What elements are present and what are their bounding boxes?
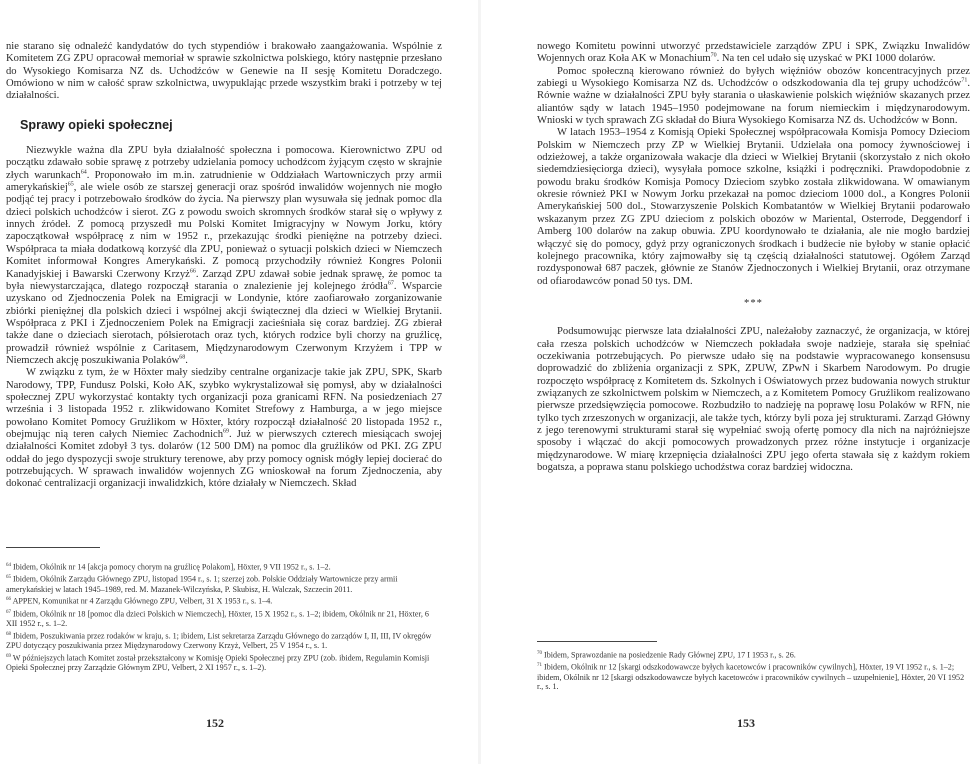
- section-break-asterisks: ***: [744, 297, 763, 309]
- footnote: $^{64}$ Ibidem, Okólnik nr 14 [akcja pomocy chorym na gruźlicę Polakom], Höxter, 9 VII 1952 r., s. 1–2.: [6, 562, 331, 572]
- footnote-separator: [6, 547, 100, 548]
- section-heading: Sprawy opieki społecznej: [20, 117, 173, 132]
- footnote: $^{71}$ Ibidem, Okólnik nr 12 [skargi odszkodowawcze byłych kacetowców i pracowników cywilnych], Höxter, 19 VI 1952 r., s. 1–2; ibidem, Okólnik nr 12 [skargi odszkodowawcze byłych kacetowców i pracowników cywilnych – uzupełnienie], Höxter, 20 VI 1952 r., s. 1.: [537, 663, 965, 692]
- footnote: $^{66}$ APPEN, Komunikat nr 4 Zarządu Głównego ZPU, Velbert, 31 X 1953 r., s. 1–4.: [6, 597, 273, 607]
- footnote-ref-67: 67: [387, 280, 394, 287]
- footnote-ref-68: 68: [179, 354, 186, 361]
- footnote: $^{70}$ Ibidem, Sprawozdanie na posiedzenie Rady Głównej ZPU, 17 I 1953 r., s. 26.: [537, 650, 796, 660]
- left-footnotes: [6, 561, 442, 674]
- footnote: $^{69}$ W późniejszych latach Komitet został przekształcony w Komisję Opieki Społecznej przy ZPU (zob. ibidem, Regulamin Komisji Opieki Społecznej przy Zarządzie Głównym ZPU, Velbert, 2 XI 1957 r., s. 1–2).: [6, 653, 430, 673]
- footnote-ref-71: 71: [961, 77, 968, 84]
- right-footnotes: [537, 649, 970, 693]
- right-page: [481, 0, 970, 764]
- page-number: 153: [737, 716, 755, 730]
- footnote-separator: [537, 641, 657, 642]
- footnote: $^{68}$ Ibidem, Poszukiwania przez rodaków w kraju, s. 1; ibidem, List sekretarza Zarządu Głównego do zarządów I, II, III, IV okręgów ZPU dotyczący poszukiwania przez Międzynarodowy Czerwony Krzyż, Velbert, 25 V 1954 r., s. 1.: [6, 631, 432, 651]
- right-text-column: [537, 41, 970, 474]
- footnote-ref-66: 66: [189, 267, 196, 274]
- footnote-ref-65: 65: [67, 181, 74, 188]
- left-page: [0, 0, 479, 764]
- page-number: 152: [206, 716, 224, 730]
- left-text-column: [6, 41, 442, 491]
- footnote: $^{67}$ Ibidem, Okólnik nr 18 [pomoc dla dzieci Polskich w Niemczech], Höxter, 15 X 1952 r., s. 1–2; ibidem, Okólnik nr 21, Höxter, 6 XII 1952 r., s. 1–2.: [6, 609, 429, 629]
- footnote: $^{65}$ Ibidem, Okólnik Zarządu Głównego ZPU, listopad 1954 r., s. 1; szerzej zob. Polskie Oddziały Wartownicze przy armii amerykańskiej w latach 1945–1989, red. M. Mazanek-Wilczyńska, P. Skubisz, H. Walczak, Szczecin 2011.: [6, 575, 398, 594]
- left-paragraph-2: Niezwykle ważna dla ZPU była działalność społeczna i pomocowa. Kierownictwo ZPU od początku zdawało sobie sprawę z potrzeby udzielania pomocy uchodźcom żyjącym często w skrajnie złych warunkach$^{64}$. Proponowało im m.in. zatrudnienie w Oddziałach Wartowniczych przy armii amerykańskiej$^{65}$, ale wiele osób ze starszej generacji oraz spośród inwalidów wojennych nie mogło podjąć tej pracy i potrzebowało środków do życia. Na pierwszy plan wysuwała się jednak pomoc dla dzieci polskich uchodźców i sierot. ZG z powodu swoich skromnych środków starał się o wpływy z innych źródeł. Z pomocą przyszedł mu Polski Komitet Imigracyjny w Nowym Jorku, który zapoczątkował współpracę z nim w 1952 r., przekazując środki pieniężne na potrzeby dzieci. Współpraca ta miała dodatkową korzyść dla ZPU, ponieważ o sytuacji polskich dzieci w Niemczech Komitet informował Kongres Amerykański. Z pomocą przychodziły również Kongres Polonii Kanadyjskiej i Bawarski Czerwony Krzyż$^{66}$. Zarząd ZPU zdawał sobie jednak sprawę, że pomoc ta była niewystarczająca, dlatego rozpoczął starania o znalezienie jej kolejnego źródła$^{67}$. Wsparcie uzyskano od Zjednoczenia Polek na Emigracji w Londynie, które zaofiarowało zorganizowanie zbiórki pieniężnej dla polskich dzieci i wspólnej akcji świątecznej dla dzieci w Wielkiej Brytanii. Współpraca z PKI i Zjednoczeniem Polek na Emigracji zacieśniała się coraz bardziej. ZG zbierał także dane o dzieciach sierotach, półsierotach oraz tych, których rodzice byli chorzy na gruźlicę, prowadził również wspólnie z Caritasem, Międzynarodowym Czerwonym Krzyżem i TPP w Niemczech akcję poszukiwania Polaków$^{68}$.: [6, 145, 442, 366]
- right-paragraph-2: Pomoc społeczną kierowano również do byłych więźniów obozów koncentracyjnych przez zabiegi u Wysokiego Komisarza NZ ds. Uchodźców o odszkodowania dla tej grupy uchodźców$^{71}$. Równie ważne w działalności ZPU były starania o ułaskawienie polskich więźniów skazanych przez aliantów sądy w latach 1945–1950 podejmowane na forum niemieckim i międzynarodowym. Wnioski w tych sprawach ZG składał do Biura Wysokiego Komisarza NZ ds. Uchodźców w Bonn.: [537, 65, 970, 127]
- right-paragraph-1: nowego Komitetu powinni utworzyć przedstawiciele zarządów ZPU i SPK, Związku Inwalidów Wojennych oraz Koła AK w Monachium$^{70}$. Na ten cel udało się uzyskać w PKI 1000 dolarów.: [537, 41, 970, 65]
- left-paragraph-3: W związku z tym, że w Höxter mały siedziby centralne organizacje takie jak ZPU, SPK, Skarb Narodowy, TPP, Fundusz Polski, Koło AK, szybko wykrystalizował się pomysł, aby w działalności społecznej ZPU wykorzystać kontakty tych organizacji poza granicami RFN. Na posiedzeniach 27 września i 3 listopada 1952 r. zlikwidowano Komitet Strefowy z Hamburga, a w jego miejsce powołano Komitet Pomocy Gruźlikom w Höxter, który rozpoczął działalność 20 listopada 1952 r., obejmując nią teren całych Niemiec Zachodnich$^{69}$. Już w pierwszych czterech miesiącach swojej działalności Komitet zdobył 3 tys. dolarów (12 500 DM) na pomoc dla gruźlików od PKI. ZG ZPU oddał do jego dyspozycji swoje struktury terenowe, aby przy pomocy ognisk mógły lepiej docierać do potrzebujących. W sprawach inwalidów wojennych ZG wnioskował na forum Zjednoczenia, aby dokonać centralizacji organizacji inwalidzkich, które działały w Niemczech. Skład: [6, 367, 442, 490]
- footnote-ref-64: 64: [80, 169, 87, 176]
- left-paragraph-1: nie starano się odnaleźć kandydatów do tych stypendiów i brakowało zaangażowania. Wspólnie z Komitetem ZG ZPU opracował memoriał w sprawie szkolnictwa polskiego, który następnie przesłano do Wysokiego Komisarza NZ ds. Uchodźców w Genewie na II sesję Komitetu Doradczego. Omówiono w nim w całość spraw szkolnictwa, uwypuklając przede wszystkim braki i potrzeby w tej działalności.: [6, 41, 442, 102]
- footnote-ref-70: 70: [710, 52, 717, 59]
- footnote-ref-69: 69: [223, 428, 230, 435]
- right-paragraph-3: W latach 1953–1954 z Komisją Opieki Społecznej współpracowała Komisja Pomocy Dzieciom Polskim w Niemczech przy ZP w Wielkiej Brytanii. Udzielała ona pomocy żywnościowej i odzieżowej, a także organizowała wakacje dla dzieci w Wielkiej Brytanii (skorzystało z nich około siedemdziesięciorga dzieci), wysyłała pomoce szkolne, książki i podręczniki. Prawdopodobnie z powodu braku środków Komisja Pomocy Dzieciom szybko została zlikwidowana. W omawianym okresie również PKI w Nowym Jorku przekazał na pomoc dzieciom 1000 dol., a Kongres Polonii Amerykańskiej 500 dol., Stowarzyszenie Polskich Kombatantów w Wielkiej Brytanii podarowało wskazanym przez ZG ZPU dzieciom z polskich obozów w Mariental, Osterrode, Deggendorf i Amberg 100 dolarów na zakup obuwia. ZPU koordynowało te działania, ale nie mogło bardziej włączyć się do pomocy, gdyż przy ograniczonych środkach i budżecie nie byłoby w stanie opłacić kolejnego pracownika, który zajmowałby się tą częścią działalności statutowej. Ogółem Zarząd rozdysponował 687 paczek, głównie ze Stanów Zjednoczonych i Wielkiej Brytanii, oraz otrzymane od ofiarodawców ponad 50 tys. DM.: [537, 127, 970, 287]
- right-paragraph-4: Podsumowując pierwsze lata działalności ZPU, należałoby zaznaczyć, że organizacja, w której cała rzesza polskich uchodźców w Niemczech pokładała swoje nadzieje, starała się spełniać oczekiwania potrzebujących. Po pierwsze udało się na podstawie wypracowanego konsensusu doprowadzić do zbliżenia organizacji z SPK, ZPUW, ZPwN i Skarbem Narodowym. Po drugie rozpoczęto współpracę z Komitetem ds. Szkolnych i Oświatowych przez budowania nowych struktur związanych ze szkolnictwem polskim w Niemczech, a z Komitetem Pomocy Gruźlikom realizowano pierwsze przedsięwzięcia pomocowe. Rozbudziło to nadzieję na poprawę losu Polaków w RFN, nie tylko tych zrzeszonych w organizacji, ale także tych, którzy byli poza jej strukturami. Zarząd Główny z jego terenowymi strukturami starał się wypełniać swoją ofertę pomocy dla nich na najróżniejsze sposoby i włączać do akcji pomocowych prowadzonych przez różne instytucje i organizacje międzynarodowe. W miarę krzepnięcia działalności ZPU jego oferta stawała się z każdym rokiem bogatsza, a poprawa stanu polskiego uchodźstwa coraz bardziej widoczna.: [537, 326, 970, 473]
